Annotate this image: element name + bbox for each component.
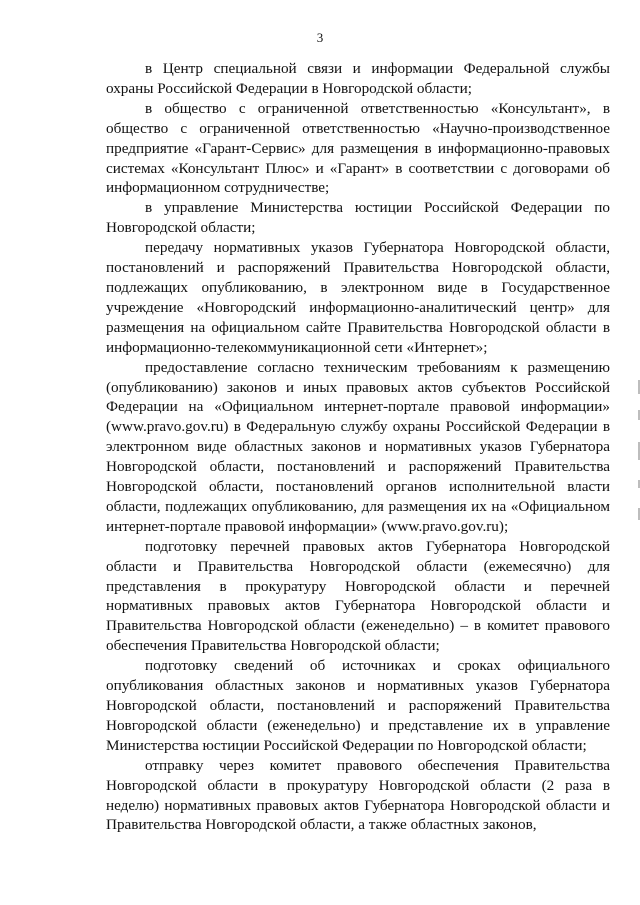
- paragraph-legal-portal: предоставление согласно техническим требованиям к размещению (опубликованию) законов и иных правовых актов субъектов Российской Федерации на «Официальном интернет-портале правовой информации» (www.pravo.gov.ru) в Федеральную службу охраны Российской Федерации в электронном виде областных законов и нормативных указов Губернатора Новгородской области, постановлений и распоряжений Правительства Новгородской области, постановлений органов исполнительной власти области, подлежащих опубликованию, для размещения их на «Официальном интернет-портале правовой информации» (www.pravo.gov.ru);: [106, 358, 610, 535]
- scan-edge-marks: [636, 380, 640, 530]
- paragraph-fso-center: в Центр специальной связи и информации Федеральной службы охраны Российской Федерации в Новгородской области;: [106, 60, 610, 97]
- paragraph-transfer-decrees: передачу нормативных указов Губернатора Новгородской области, постановлений и распоряжений Правительства Новгородской области, подлежащих опубликованию, в электронном виде в Государственное учреждение «Новгородский информационно-аналитический центр» для размещения на официальном сайте Правительства Новгородской области в информационно-телекоммуникационной сети «Интернет»;: [106, 239, 610, 356]
- paragraph-justice-ministry: в управление Министерства юстиции Российской Федерации по Новгородской области;: [106, 199, 610, 237]
- document-body: [106, 59, 610, 835]
- page-number: 3: [316, 30, 324, 45]
- paragraph-konsultant-garant: в общество с ограниченной ответственностью «Консультант», в общество с ограниченной ответственностью «Научно-производственное предприятие «Гарант-Сервис» для размещения в информационно-правовых системах «Консультант Плюс» и «Гарант» в соответствии с договорами об информационном сотрудничестве;: [106, 99, 610, 197]
- paragraph-lists-preparation: подготовку перечней правовых актов Губернатора Новгородской области и Правительства Новгородской области (ежемесячно) для представления в прокуратуру Новгородской области и перечней нормативных правовых актов Губернатора Новгородской области и Правительства Новгородской области (еженедельно) – в комитет правового обеспечения Правительства Новгородской области;: [106, 537, 610, 655]
- paragraph-dispatch-prosecutor: отправку через комитет правового обеспечения Правительства Новгородской области в прокуратуру Новгородской области (2 раза в неделю) нормативных правовых актов Губернатора Новгородской области и Правительства Новгородской области, а также областных законов,: [106, 756, 610, 834]
- paragraph-publication-info: подготовку сведений об источниках и сроках официального опубликования областных законов и нормативных указов Губернатора Новгородской области, постановлений и распоряжений Правительства Новгородской области (еженедельно) и представление их в управление Министерства юстиции Российской Федерации по Новгородской области;: [106, 657, 610, 754]
